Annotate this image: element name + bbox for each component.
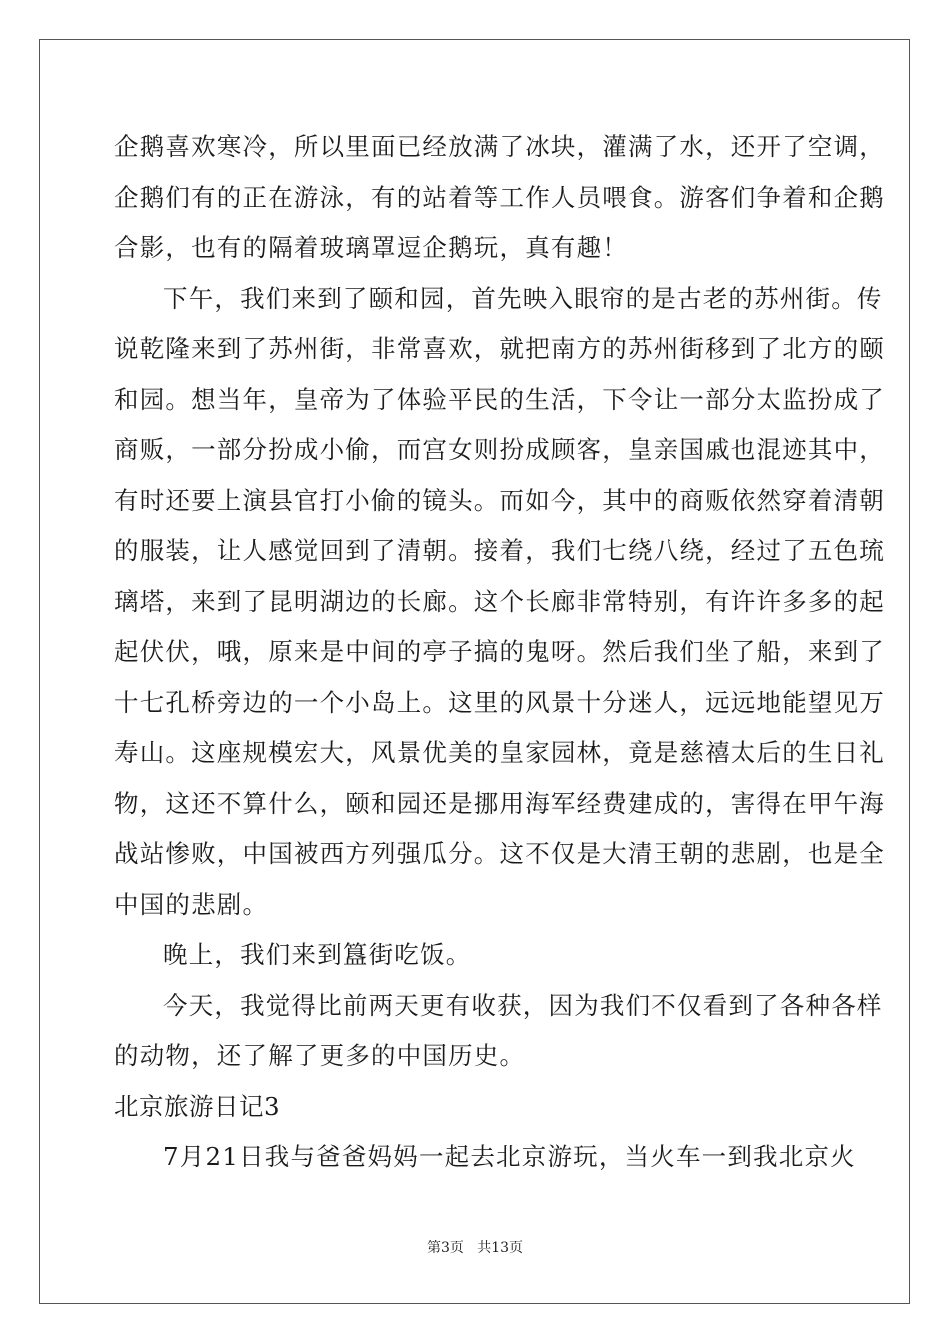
text-line: 寿山。这座规模宏大，风景优美的皇家园林，竟是慈禧太后的生日礼 (114, 738, 885, 767)
text-line: 今天，我觉得比前两天更有收获，因为我们不仅看到了各种各样 (163, 990, 883, 1020)
text-line: 物，这还不算什么，颐和园还是挪用海军经费建成的，害得在甲午海 (114, 788, 885, 818)
text-line: 十七孔桥旁边的一个小岛上。这里的风景十分迷人，远远地能望见万 (114, 687, 885, 717)
text-line: 起伏伏，哦，原来是中间的亭子搞的鬼呀。然后我们坐了船，来到了 (114, 637, 885, 666)
page-number-footer: 第3页 共13页 (426, 1240, 524, 1256)
text-line: 说乾隆来到了苏州街，非常喜欢，就把南方的苏州街移到了北方的颐 (114, 334, 885, 363)
text-line: 7月21日我与爸爸妈妈一起去北京游玩，当火车一到我北京火 (163, 1142, 856, 1171)
text-line: 战站惨败，中国被西方列强瓜分。这不仅是大清王朝的悲剧，也是全 (114, 839, 885, 868)
text-line: 的服装，让人感觉回到了清朝。接着，我们七绕八绕，经过了五色琉 (114, 536, 885, 565)
text-line: 商贩，一部分扮成小偷，而宫女则扮成顾客，皇亲国戚也混迹其中， (114, 435, 885, 464)
document-body (114, 122, 885, 1183)
text-line: 下午，我们来到了颐和园，首先映入眼帘的是古老的苏州街。传 (163, 283, 883, 313)
text-line: 和园。想当年，皇帝为了体验平民的生活，下令让一部分太监扮成了 (114, 384, 885, 414)
text-line: 企鹅们有的正在游泳，有的站着等工作人员喂食。游客们争着和企鹅 (114, 182, 885, 212)
text-line: 中国的悲剧。 (114, 889, 269, 919)
text-line: 璃塔，来到了昆明湖边的长廊。这个长廊非常特别，有许许多多的起 (114, 586, 885, 616)
text-line: 合影，也有的隔着玻璃罩逗企鹅玩，真有趣！ (114, 233, 628, 262)
text-line: 有时还要上演县官打小偷的镜头。而如今，其中的商贩依然穿着清朝 (114, 485, 885, 515)
text-line: 的动物，还了解了更多的中国历史。 (114, 1041, 526, 1070)
section-heading: 北京旅游日记3 (114, 1091, 281, 1121)
text-line: 企鹅喜欢寒冷，所以里面已经放满了冰块，灌满了水，还开了空调， (114, 132, 885, 161)
text-line: 晚上，我们来到簋街吃饭。 (163, 940, 472, 969)
